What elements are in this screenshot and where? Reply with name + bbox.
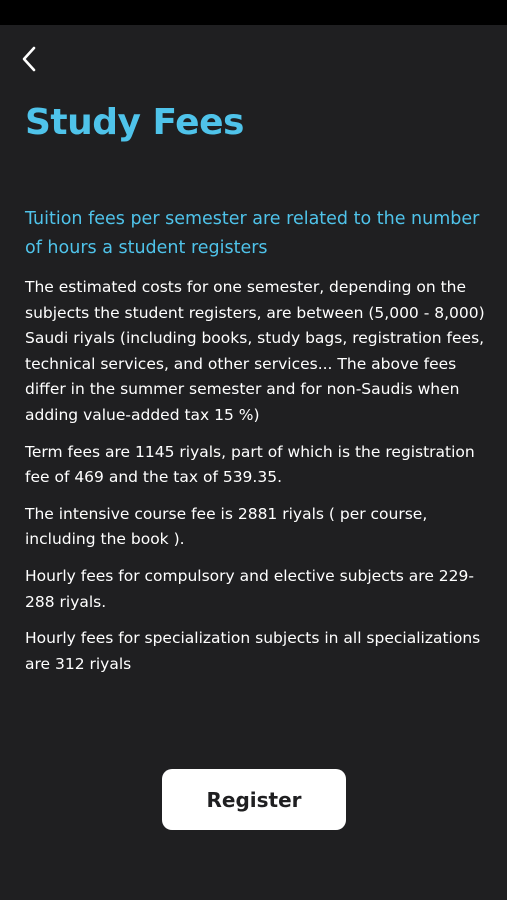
status-bar — [0, 0, 507, 25]
page-title: Study Fees — [25, 102, 244, 143]
fees-paragraph-hourly-specialization: Hourly fees for specialization subjects in all specializations are 312 riyals — [25, 629, 481, 673]
fees-paragraph-estimated-costs: The estimated costs for one semester, depending on the subjects the student registers, are between (5,000 - 8,000) Saudi riyals (including books, study bags, registration fees, technical services, and other services... The above fees differ in the summer semester and for non-Saudis when adding value-added tax 15 %) — [25, 278, 485, 424]
fees-paragraph-intensive-course: The intensive course fee is 2881 riyals ( per course, including the book ). — [25, 504, 428, 549]
fees-paragraph-hourly-compulsory: Hourly fees for compulsory and elective subjects are 229-288 riyals. — [25, 566, 474, 611]
fees-content — [25, 205, 485, 688]
fees-paragraph-term-fees: Term fees are 1145 riyals, part of which is the registration fee of 469 and the tax of 539.35. — [25, 442, 475, 487]
fees-subtitle: Tuition fees per semester are related to the number of hours a student registers — [25, 209, 480, 258]
register-button[interactable]: Register — [162, 769, 346, 830]
back-button[interactable] — [14, 44, 44, 74]
chevron-left-icon — [20, 46, 38, 72]
